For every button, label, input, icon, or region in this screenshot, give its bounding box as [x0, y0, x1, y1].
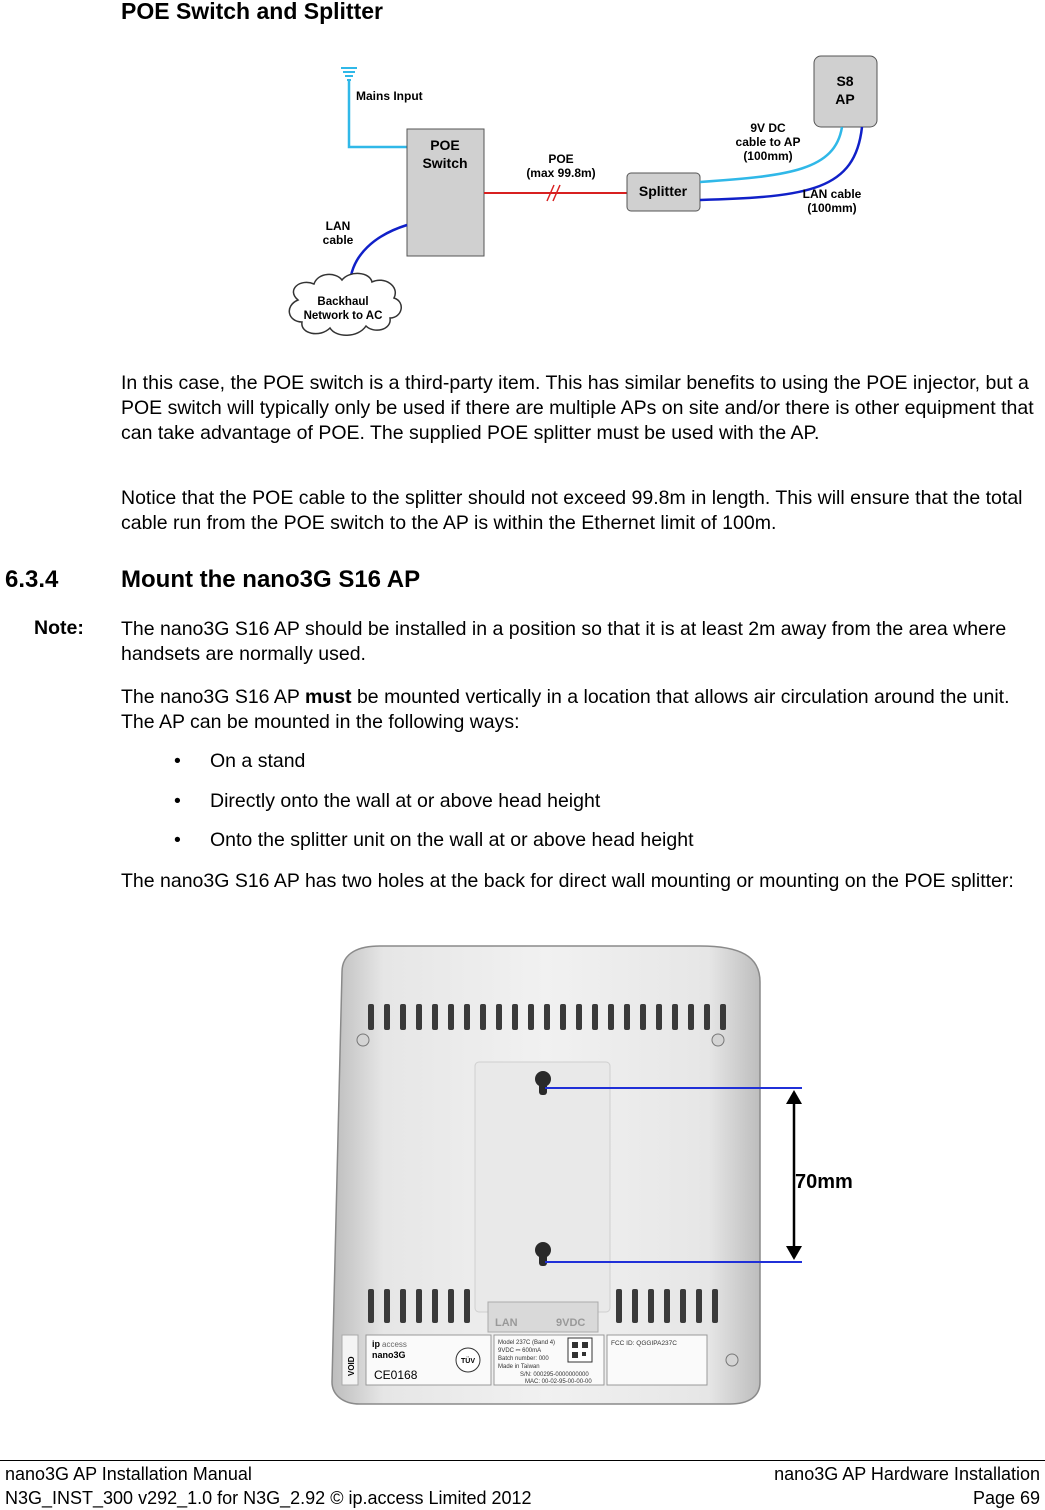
ce-mark: CE0168: [374, 1368, 418, 1382]
poe-cable-label-1: POE: [548, 152, 574, 166]
section-number: 6.3.4: [5, 566, 59, 593]
ap-back-photo: [320, 942, 865, 1417]
dc-cable-label-1: 9V DC: [750, 121, 786, 135]
model-line-1: Model 237C (Band 4): [498, 1340, 556, 1346]
note-label: Note:: [34, 617, 84, 639]
ap-label-2: AP: [835, 91, 855, 107]
footer-document-id: N3G_INST_300 v292_1.0 for N3G_2.92 © ip.access Limited 2012: [5, 1488, 532, 1508]
void-label: VOID: [347, 1356, 356, 1376]
footer-rule: [0, 1460, 1045, 1461]
port-dc-label: 9VDC: [556, 1317, 586, 1329]
paragraph-cable-limit: Notice that the POE cable to the splitter should not exceed 99.8m in length. This will ensure that the total cable run from the POE switch to the AP is within the Ethernet limit of 100m.: [121, 487, 1023, 534]
note-text: The nano3G S16 AP should be installed in a position so that it is at least 2m away from the area where handsets are normally used.: [121, 618, 1007, 665]
brand-ip: ip: [372, 1339, 380, 1349]
model-line-4: Made in Taiwan: [498, 1364, 540, 1370]
footer-page-number: Page 69: [972, 1488, 1040, 1508]
bullet-marker: •: [174, 750, 181, 772]
ap-label-1: S8: [836, 73, 854, 89]
dc-cable-label-3: (100mm): [743, 149, 793, 163]
mac-address: MAC: 00-02-95-00-00-00: [525, 1379, 592, 1385]
diagram-title: POE Switch and Splitter: [121, 0, 383, 24]
mount-text-pre: The nano3G S16 AP: [121, 686, 305, 708]
lan-left-label-1: LAN: [325, 219, 351, 233]
poe-cable-label-2: (max 99.8m): [526, 166, 596, 180]
paragraph-poe-switch: In this case, the POE switch is a third-party item. This has similar benefits to using the POE injector, but a POE switch will typically only be used if there are multiple APs on site and/or there is other equipment that can take advantage of POE. The supplied POE splitter must be used with the AP.: [121, 372, 1034, 444]
lan-right-label-1: LAN cable: [802, 187, 862, 201]
paragraph-mounting: [121, 685, 1041, 735]
bullet-item-stand: On a stand: [210, 750, 306, 772]
mount-text-post: be mounted vertically in a location that allows air circulation around the unit. The AP can be mounted in the following ways:: [121, 686, 1010, 733]
mains-ground-icon: [341, 68, 357, 80]
poe-switch-label-2: Switch: [422, 155, 468, 171]
screw-icon: [712, 1034, 724, 1046]
bullet-item-splitter: Onto the splitter unit on the wall at or above head height: [210, 829, 694, 851]
brand-nano: nano3G: [372, 1350, 406, 1360]
model-line-3: Batch number: 000: [498, 1356, 549, 1362]
mains-input-label: Mains Input: [356, 89, 423, 103]
back-recess: [475, 1062, 610, 1312]
section-title: Mount the nano3G S16 AP: [121, 566, 421, 593]
screw-icon: [726, 1354, 738, 1366]
port-lan-label: LAN: [495, 1317, 518, 1329]
brand-access: access: [382, 1340, 407, 1349]
top-vents: [368, 1004, 726, 1030]
model-line-2: 9VDC ⎓ 600mA: [498, 1348, 542, 1354]
footer-left: [5, 1462, 532, 1510]
poe-switch-splitter-diagram: [270, 50, 890, 350]
cloud-label-2: Network to AC: [303, 310, 383, 322]
dimension-label: 70mm: [795, 1171, 853, 1193]
paragraph-holes: The nano3G S16 AP has two holes at the back for direct wall mounting or mounting on the POE splitter:: [121, 870, 1014, 892]
lan-right-label-2: (100mm): [807, 201, 857, 215]
tuv-seal-label: TÜV: [461, 1358, 475, 1365]
lan-left-label-2: cable: [322, 233, 354, 247]
bullet-marker: •: [174, 829, 181, 851]
cloud-label-1: Backhaul: [317, 296, 369, 308]
arrow-head-up-icon: [786, 1090, 802, 1104]
arrow-head-down-icon: [786, 1246, 802, 1260]
footer-right: [774, 1462, 1040, 1510]
serial-number: S/N: 000295-0000000000: [520, 1372, 589, 1378]
splitter-label: Splitter: [638, 183, 688, 199]
screw-icon: [357, 1034, 369, 1046]
qr-code-icon: [568, 1338, 592, 1362]
bullet-marker: •: [174, 790, 181, 812]
fcc-id: FCC ID: QGGIPA237C: [611, 1340, 677, 1347]
footer-chapter-title: nano3G AP Hardware Installation: [774, 1464, 1040, 1484]
dc-cable-label-2: cable to AP: [735, 135, 801, 149]
poe-switch-label-1: POE: [430, 137, 460, 153]
mount-text-bold: must: [304, 686, 352, 708]
bullet-item-wall: Directly onto the wall at or above head height: [210, 790, 601, 812]
footer-manual-title: nano3G AP Installation Manual: [5, 1464, 252, 1484]
